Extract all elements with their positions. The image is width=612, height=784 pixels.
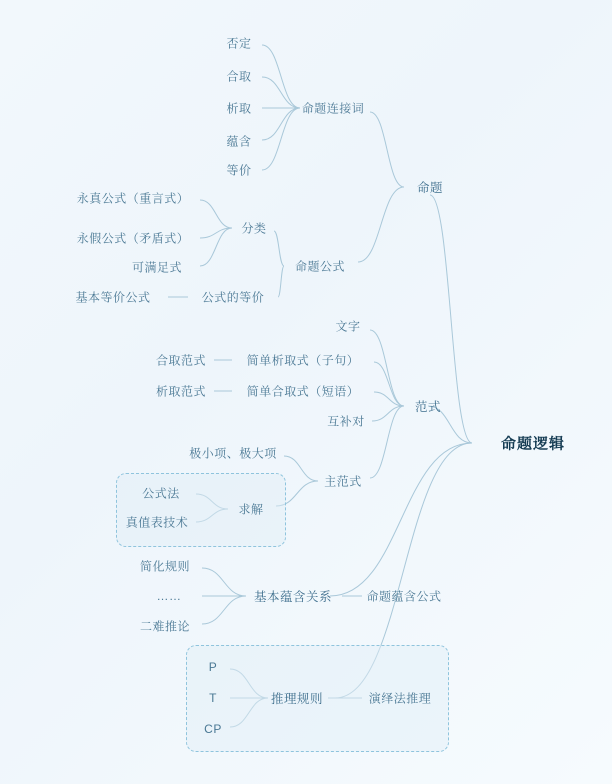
node-e59fbae69cace7ad89e4bbb7[interactable]: 基本等价公式	[75, 290, 151, 305]
node-e7ad89e4bbb7[interactable]: 等价	[226, 163, 252, 178]
connector-line	[370, 330, 404, 406]
node-e7ae80e58c96e8a784e58899[interactable]: 简化规则	[139, 559, 191, 574]
connector-line	[274, 231, 284, 266]
node-e591bde9a298e8bf9ee68ea5[interactable]: 命题连接词	[301, 101, 365, 116]
connector-line	[372, 406, 404, 421]
node-e591bde9a298e980bbe8be91[interactable]: 命题逻辑	[500, 435, 566, 453]
connector-line	[330, 443, 472, 596]
connector-line	[358, 187, 404, 262]
node-e79c9fe580bce8a1a8e68a80[interactable]: 真值表技术	[125, 515, 189, 530]
node-e7ae80e58d95e69e90e58f96[interactable]: 简单析取式（子句）	[246, 353, 360, 368]
node-e591bde9a298e895b4e590ab[interactable]: 命题蕴含公式	[366, 589, 442, 604]
node-e59088e58f96e88c83e5bc8f[interactable]: 合取范式	[155, 353, 207, 368]
node-e69e90e58f96[interactable]: 析取	[226, 101, 252, 116]
connector-line	[262, 77, 300, 108]
node-e4ba92e8a1a5e5afb9[interactable]: 互补对	[327, 414, 365, 429]
node-e585ace5bc8fe79a84e7ad89[interactable]: 公式的等价	[201, 290, 265, 305]
connector-line	[278, 266, 284, 297]
connector-line	[200, 228, 232, 238]
connector-line	[200, 228, 232, 266]
connector-line	[370, 112, 404, 187]
node-e6b0b8e58187e585ace5bc8f[interactable]: 永假公式（矛盾式）	[76, 231, 190, 246]
node-e585ace5bc8fe6b395[interactable]: 公式法	[142, 486, 180, 501]
node-e591bde9a298e585ace5bc8f[interactable]: 命题公式	[294, 259, 346, 274]
node-e59088e58f96[interactable]: 合取	[226, 69, 252, 84]
node-e6bc94e7bb8ee6b395e68ea8[interactable]: 演绎法推理	[368, 691, 432, 706]
connector-line	[230, 698, 268, 727]
node-e58fafe6bba1e8b6b3e5bc8f[interactable]: 可满足式	[131, 260, 183, 275]
connector-line	[202, 596, 246, 624]
node-e7ae80e58d95e59088e58f96[interactable]: 简单合取式（短语）	[246, 384, 360, 399]
node-e590a6e5ae9a[interactable]: 否定	[226, 36, 252, 51]
node-e6b182e8a7a3[interactable]: 求解	[238, 502, 264, 517]
connector-line	[374, 362, 404, 406]
node-e68ea8e79086e8a784e58899[interactable]: 推理规则	[270, 692, 324, 706]
connector-line	[196, 494, 228, 509]
connector-line	[196, 509, 228, 522]
node-e6b0b8e79c9fe585ace5bc8f[interactable]: 永真公式（重言式）	[76, 191, 190, 206]
connector-line	[284, 456, 318, 481]
connector-line	[262, 108, 300, 170]
connector-line	[230, 669, 268, 698]
node-e69e90e58f96e88c83e5bc8f[interactable]: 析取范式	[155, 384, 207, 399]
node-p[interactable]: P	[208, 660, 218, 674]
node-t[interactable]: T	[209, 691, 217, 705]
node-e59fbae69cace895b4e590ab[interactable]: 基本蕴含关系	[253, 590, 333, 604]
connector-line	[200, 200, 232, 228]
node-e69687e5ad97[interactable]: 文字	[335, 319, 361, 334]
node-e58886e7b1bb[interactable]: 分类	[241, 221, 267, 236]
node-e4ba8ce99abee68ea8e8aeba[interactable]: 二难推论	[139, 619, 191, 634]
node-e591bde9a298[interactable]: 命题	[416, 181, 444, 195]
node-cp[interactable]: CP	[204, 722, 222, 736]
node-e280a6e280a6[interactable]: ……	[156, 589, 182, 603]
connector-line	[276, 481, 318, 506]
connector-line	[370, 406, 404, 478]
node-e69e81e5b08fe9a1b9e38081[interactable]: 极小项、极大项	[189, 446, 277, 461]
connector-line	[374, 392, 404, 406]
connector-line	[262, 45, 300, 108]
connector-line	[202, 568, 246, 596]
node-e88c83e5bc8f[interactable]: 范式	[414, 400, 442, 414]
connector-line	[262, 108, 300, 140]
node-e895b4e590ab[interactable]: 蕴含	[226, 134, 252, 149]
node-e4b8bbe88c83e5bc8f[interactable]: 主范式	[324, 474, 362, 489]
